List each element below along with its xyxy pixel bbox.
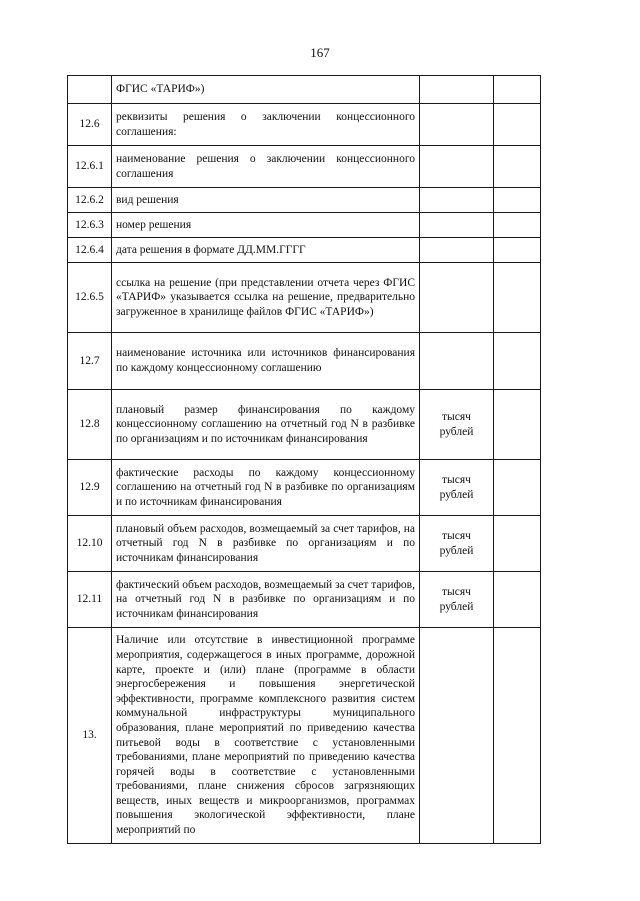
row-number: 12.6.2 bbox=[68, 188, 112, 213]
row-value bbox=[494, 628, 541, 844]
row-unit bbox=[420, 213, 494, 238]
row-description: фактический объем расходов, возмещаемый за счет тарифов, на отчетный год N в разбивке по организациям и по источникам финансирования bbox=[112, 572, 420, 628]
table-row bbox=[68, 238, 541, 263]
report-table bbox=[67, 75, 541, 844]
row-number: 12.6.3 bbox=[68, 213, 112, 238]
row-unit: тысяч рублей bbox=[420, 516, 494, 572]
table-row bbox=[68, 104, 541, 146]
row-number: 12.9 bbox=[68, 460, 112, 516]
row-unit: тысяч рублей bbox=[420, 390, 494, 460]
row-description: Наличие или отсутствие в инвестиционной программе мероприятия, содержащегося в иных программе, дорожной карте, проекте и (или) плане (программе в области энергосбережения и повышения энергетической эффективности, программе комплексного развития систем коммунальной инфраструктуры муниципального образования, плане мероприятий по приведению качества питьевой воды в соответствие с установленными требованиями, плане мероприятий по приведению качества горячей воды в соответствие с установленными требованиями, плане снижения сбросов загрязняющих веществ, иных веществ и микроорганизмов, программах повышения экологической эффективности, плане мероприятий по bbox=[112, 628, 420, 844]
row-value bbox=[494, 188, 541, 213]
row-value bbox=[494, 238, 541, 263]
row-description: плановый объем расходов, возмещаемый за счет тарифов, на отчетный год N в разбивке по организациям и по источникам финансирования bbox=[112, 516, 420, 572]
page-number: 167 bbox=[310, 45, 330, 60]
row-value bbox=[494, 146, 541, 188]
row-unit bbox=[420, 628, 494, 844]
row-description: дата решения в формате ДД.ММ.ГГГГ bbox=[112, 238, 420, 263]
row-number: 12.6 bbox=[68, 104, 112, 146]
row-number: 13. bbox=[68, 628, 112, 844]
table-row bbox=[68, 263, 541, 333]
row-number: 12.8 bbox=[68, 390, 112, 460]
table-row bbox=[68, 516, 541, 572]
row-description: плановый размер финансирования по каждому концессионному соглашению на отчетный год N в разбивке по организациям и по источникам финансирования bbox=[112, 390, 420, 460]
row-unit bbox=[420, 263, 494, 333]
row-value bbox=[494, 333, 541, 390]
row-value bbox=[494, 516, 541, 572]
row-value bbox=[494, 213, 541, 238]
row-number: 12.6.1 bbox=[68, 146, 112, 188]
row-number: 12.6.4 bbox=[68, 238, 112, 263]
table-row bbox=[68, 76, 541, 104]
row-unit bbox=[420, 188, 494, 213]
row-value bbox=[494, 460, 541, 516]
row-unit bbox=[420, 333, 494, 390]
table-row bbox=[68, 460, 541, 516]
row-value bbox=[494, 104, 541, 146]
row-unit bbox=[420, 76, 494, 104]
row-number bbox=[68, 76, 112, 104]
row-value bbox=[494, 76, 541, 104]
table-row bbox=[68, 188, 541, 213]
row-description: ссылка на решение (при представлении отчета через ФГИС «ТАРИФ» указывается ссылка на решение, предварительно загруженное в хранилище файлов ФГИС «ТАРИФ») bbox=[112, 263, 420, 333]
row-description: фактические расходы по каждому концессионному соглашению на отчетный год N в разбивке по организациям и по источникам финансирования bbox=[112, 460, 420, 516]
row-unit bbox=[420, 238, 494, 263]
table-row bbox=[68, 572, 541, 628]
row-description: наименование решения о заключении концессионного соглашения bbox=[112, 146, 420, 188]
table-row bbox=[68, 390, 541, 460]
row-value bbox=[494, 390, 541, 460]
row-number: 12.6.5 bbox=[68, 263, 112, 333]
row-unit bbox=[420, 146, 494, 188]
row-number: 12.11 bbox=[68, 572, 112, 628]
row-description: номер решения bbox=[112, 213, 420, 238]
row-description: реквизиты решения о заключении концессионного соглашения: bbox=[112, 104, 420, 146]
row-description: наименование источника или источников финансирования по каждому концессионному соглашению bbox=[112, 333, 420, 390]
row-description: ФГИС «ТАРИФ») bbox=[112, 76, 420, 104]
row-unit bbox=[420, 104, 494, 146]
row-unit: тысяч рублей bbox=[420, 572, 494, 628]
table-row bbox=[68, 333, 541, 390]
table-row bbox=[68, 146, 541, 188]
row-description: вид решения bbox=[112, 188, 420, 213]
row-number: 12.7 bbox=[68, 333, 112, 390]
row-value bbox=[494, 263, 541, 333]
row-number: 12.10 bbox=[68, 516, 112, 572]
table-row bbox=[68, 628, 541, 844]
table-row bbox=[68, 213, 541, 238]
row-unit: тысяч рублей bbox=[420, 460, 494, 516]
row-value bbox=[494, 572, 541, 628]
